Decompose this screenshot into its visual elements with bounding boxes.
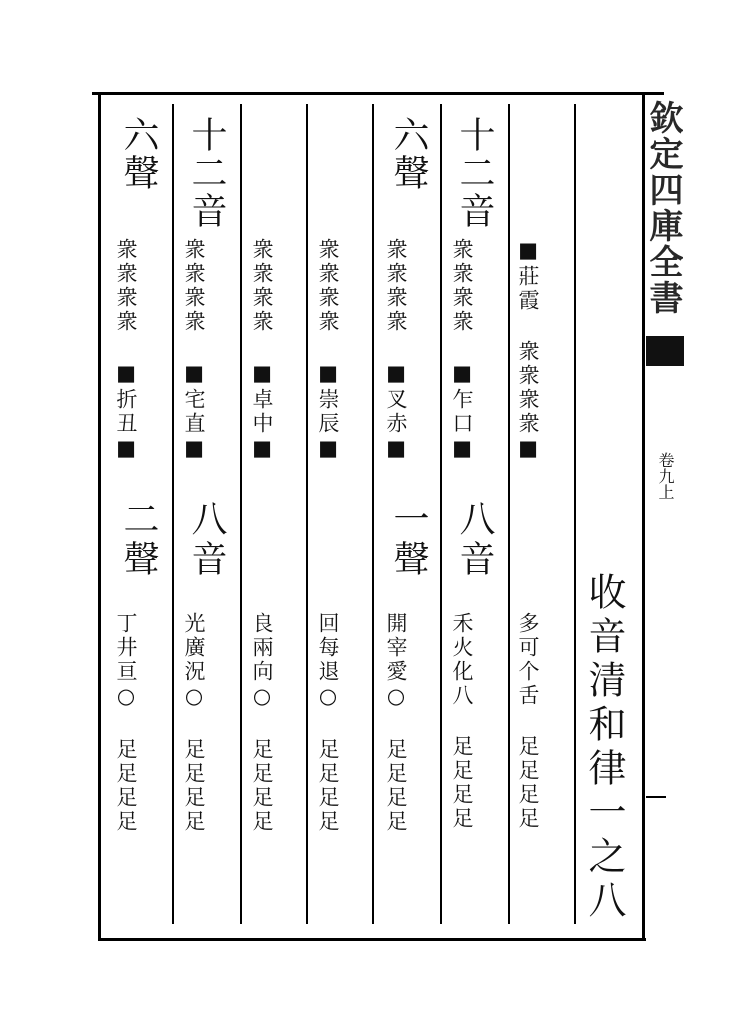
sequence-bottom: 回每退○ 足足足足 <box>316 612 340 834</box>
bottom-border <box>98 938 646 941</box>
sequence-top: 衆衆衆衆 ■折丑■ <box>114 238 138 463</box>
tone-label: 一聲 <box>388 500 429 580</box>
volume-label: 卷九上 <box>656 452 675 500</box>
column-header: 十二音 <box>186 116 227 230</box>
sequence-bottom: 光廣況○ 足足足足 <box>182 612 206 834</box>
tone-label: 八音 <box>454 500 495 580</box>
column-divider <box>508 104 510 924</box>
column-header: 十二音 <box>454 116 495 230</box>
tone-label: 二聲 <box>118 500 159 580</box>
sequence-top: 衆衆衆衆 ■卓中■ <box>250 238 274 463</box>
left-border <box>98 92 101 940</box>
column-divider <box>306 104 308 924</box>
sequence-top: ■莊霞 衆衆衆衆■ <box>516 238 540 463</box>
tone-label: 八音 <box>186 500 227 580</box>
sequence-top: 衆衆衆衆 ■乍口■ <box>450 238 474 463</box>
margin-tick <box>646 796 666 798</box>
margin-mark <box>646 336 684 366</box>
sequence-bottom: 禾火化八 足足足足 <box>450 612 474 831</box>
column-divider <box>574 104 576 924</box>
column-header: 六聲 <box>118 116 159 192</box>
sequence-top: 衆衆衆衆 ■崇辰■ <box>316 238 340 463</box>
column-divider <box>240 104 242 924</box>
sequence-top: 衆衆衆衆 ■宅直■ <box>182 238 206 463</box>
section-title: 收音清和律一之八 <box>582 572 626 924</box>
column-header: 六聲 <box>388 116 429 192</box>
column-divider <box>172 104 174 924</box>
column-divider <box>440 104 442 924</box>
sequence-bottom: 良兩向○ 足足足足 <box>250 612 274 834</box>
sequence-bottom: 多可个舌 足足足足 <box>516 612 540 831</box>
column-divider <box>372 104 374 924</box>
sequence-bottom: 丁井亘○ 足足足足 <box>114 612 138 834</box>
sequence-bottom: 開宰愛○ 足足足足 <box>384 612 408 834</box>
top-border <box>92 92 664 95</box>
sequence-top: 衆衆衆衆 ■叉赤■ <box>384 238 408 463</box>
book-title: 欽定四庫全書 <box>643 100 683 316</box>
